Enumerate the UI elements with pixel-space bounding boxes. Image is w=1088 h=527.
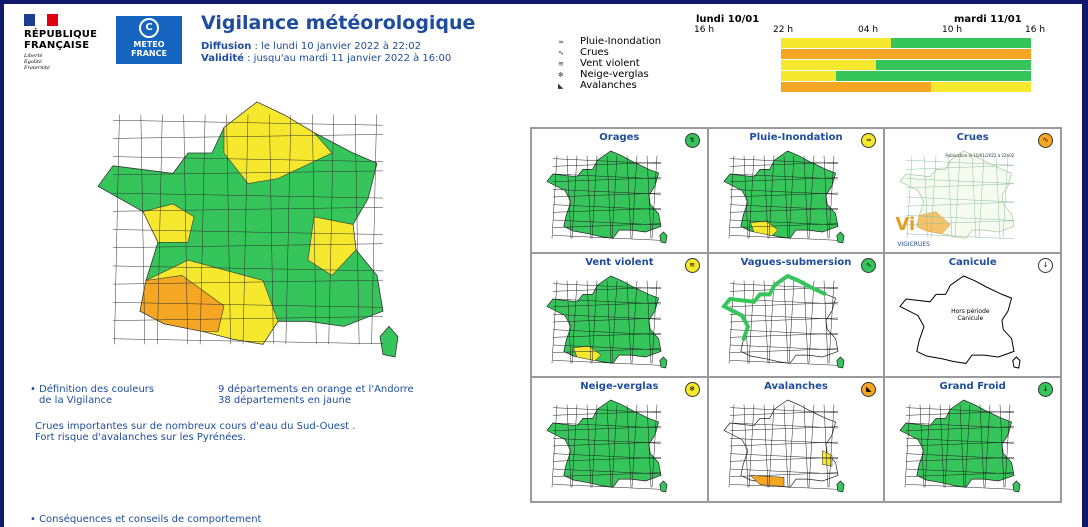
corsica-outline (1013, 357, 1020, 368)
timeline-segment (781, 60, 876, 70)
phenomenon-card-pluie-inondation[interactable] (708, 128, 885, 253)
definition-line-2[interactable]: de la Vigilance (39, 395, 113, 406)
motto-liberte: Liberté (24, 53, 43, 59)
timeline-hour: 04 h (858, 25, 879, 35)
vigilance-timeline (548, 14, 1048, 94)
corsica-outline (836, 481, 843, 492)
corsica-outline (660, 481, 667, 492)
timeline-bar (781, 71, 1031, 81)
thermometer-icon: ↓ (1038, 258, 1053, 273)
meteo-line-1: METEO (133, 40, 165, 49)
summary-yellow: 38 départements en jaune (218, 395, 352, 406)
main-map-svg[interactable] (90, 98, 420, 368)
timeline-day-2: mardi 11/01 (954, 14, 1022, 25)
phenomenon-map[interactable] (719, 272, 874, 372)
snow-icon: ❄ (685, 382, 700, 397)
phenomenon-map[interactable] (895, 396, 1050, 496)
corsica-outline (836, 232, 843, 243)
phenomenon-map[interactable] (719, 147, 874, 247)
phenomenon-map[interactable] (895, 272, 1050, 372)
phenomenon-map[interactable] (542, 272, 697, 372)
france-outline (547, 151, 661, 238)
timeline-row-label: Pluie-Inondation (580, 36, 662, 47)
phenomenon-map[interactable] (542, 396, 697, 496)
left-border (0, 0, 4, 527)
diffusion-info (201, 41, 451, 65)
france-outline (900, 400, 1014, 487)
wind-icon: ≋ (558, 60, 564, 68)
flood-icon: ∿ (558, 49, 564, 57)
comment-line-2: Fort risque d'avalanches sur les Pyrénées. (35, 432, 246, 443)
motto-fraternite: Fraternité (24, 65, 50, 71)
phenomenon-card-vent-violent[interactable] (531, 253, 708, 378)
france-outline (547, 276, 661, 363)
phenomenon-card-avalanches[interactable] (708, 377, 885, 502)
page-title: Vigilance météorologique (201, 12, 476, 34)
france-outline (724, 400, 838, 487)
republique-francaise-logo (24, 14, 114, 71)
timeline-hour: 16 h (694, 25, 715, 35)
timeline-hour: 22 h (773, 25, 794, 35)
diffusion-value: : le lundi 10 janvier 2022 à 22:02 (251, 41, 421, 52)
corsica-outline (1013, 481, 1020, 492)
corsica-outline (660, 357, 667, 368)
canicule-status-line: Canicule (957, 314, 984, 322)
corsica-outline (380, 326, 398, 357)
snow-icon: ❄ (558, 71, 564, 79)
corsica-outline (660, 232, 667, 243)
timeline-bar (781, 82, 1031, 92)
french-flag-icon (24, 14, 58, 26)
phenomenon-card-grand-froid[interactable] (884, 377, 1061, 502)
phenomenon-title: Neige-verglas (580, 381, 659, 393)
definition-line-1[interactable]: Définition des couleurs (39, 384, 155, 395)
avalanche-icon: ◣ (558, 82, 564, 90)
timeline-bar (781, 49, 1031, 59)
summary-orange: 9 départements en orange et l'Andorre (218, 384, 414, 395)
timeline-row-label: Avalanches (580, 80, 637, 91)
meteo-line-2: FRANCE (131, 49, 167, 58)
france-vigilance-map[interactable] (90, 98, 420, 368)
timeline-row (548, 38, 1048, 48)
canicule-status (930, 308, 1010, 322)
timeline-segment (876, 60, 1031, 70)
phenomenon-title: Avalanches (764, 381, 828, 393)
meteo-france-logo[interactable] (116, 16, 182, 64)
timeline-segment (781, 49, 1031, 59)
flood-icon: ∿ (1038, 133, 1053, 148)
phenomenon-card-orages[interactable] (531, 128, 708, 253)
phenomenon-card-vagues-submersion[interactable] (708, 253, 885, 378)
corsica-outline (836, 357, 843, 368)
alert-summary (218, 384, 414, 406)
timeline-bar (781, 38, 1031, 48)
phenomenon-title: Vent violent (585, 256, 654, 268)
phenomenon-map[interactable] (542, 147, 697, 247)
phenomenon-title: Canicule (948, 256, 997, 268)
phenomenon-title: Grand Froid (939, 381, 1006, 393)
france-outline (724, 151, 838, 238)
rain-flood-icon: ≈ (558, 38, 564, 46)
diffusion-label: Diffusion (201, 41, 252, 52)
comment-line-1: Crues importantes sur de nombreux cours d'eau du Sud-Ouest . (35, 421, 356, 432)
phenomenon-card-neige-verglas[interactable] (531, 377, 708, 502)
timeline-hour: 16 h (1025, 25, 1046, 35)
timeline-hour: 10 h (942, 25, 963, 35)
canicule-status-line: Hors période (951, 307, 990, 315)
phenomenon-map[interactable] (719, 396, 874, 496)
motto-egalite: Égalité (24, 59, 42, 65)
rain-flood-icon: ≈ (861, 133, 876, 148)
comment-text (35, 421, 455, 443)
validite-label: Validité (201, 53, 244, 64)
phenomena-grid (530, 127, 1062, 503)
top-border (0, 0, 1088, 4)
phenomenon-map[interactable] (895, 147, 1050, 247)
avalanche-icon: ◣ (861, 382, 876, 397)
timeline-segment (781, 71, 836, 81)
thermometer-icon: ↓ (1038, 382, 1053, 397)
phenomenon-title: Crues (956, 132, 989, 143)
wind-icon: ≋ (685, 258, 700, 273)
wave-icon: ∿ (861, 258, 876, 273)
france-outline (547, 400, 661, 487)
timeline-segment (836, 71, 1031, 81)
color-definition-link[interactable]: • Définition des couleurs de la Vigilance (30, 384, 155, 406)
phenomenon-title: Vagues-submersion (740, 256, 852, 268)
consequences-label[interactable]: Conséquences et conseils de comportement (39, 514, 262, 525)
republique-line-1: RÉPUBLIQUE (24, 29, 98, 40)
timeline-row-label: Crues (580, 47, 609, 58)
timeline-row-label: Vent violent (580, 58, 640, 69)
meteo-france-emblem-icon: C (139, 18, 159, 38)
timeline-segment (781, 38, 891, 48)
timeline-row (548, 82, 1048, 92)
republique-line-2: FRANÇAISE (24, 40, 90, 51)
timeline-row-label: Neige-verglas (580, 69, 649, 80)
timeline-segment (931, 82, 1031, 92)
vigicrues-logo: Vi (895, 214, 916, 235)
timeline-segment (891, 38, 1031, 48)
timeline-day-1: lundi 10/01 (696, 14, 760, 25)
validite-value: : jusqu'au mardi 11 janvier 2022 à 16:00 (243, 53, 452, 64)
phenomenon-title: Orages (599, 132, 640, 143)
consequences-link[interactable]: • Conséquences et conseils de comportement (30, 514, 262, 525)
phenomenon-card-crues[interactable] (884, 128, 1061, 253)
right-border (1082, 0, 1088, 527)
storm-icon: ↯ (685, 133, 700, 148)
phenomenon-title: Pluie-Inondation (749, 132, 843, 143)
crues-caption: Publication le 10/01/2022 à 22h02 (945, 153, 1015, 158)
vigicrues-label: VIGICRUES (897, 241, 930, 248)
phenomenon-card-canicule[interactable] (884, 253, 1061, 378)
timeline-bar (781, 60, 1031, 70)
france-outline (724, 276, 838, 363)
timeline-segment (781, 82, 931, 92)
